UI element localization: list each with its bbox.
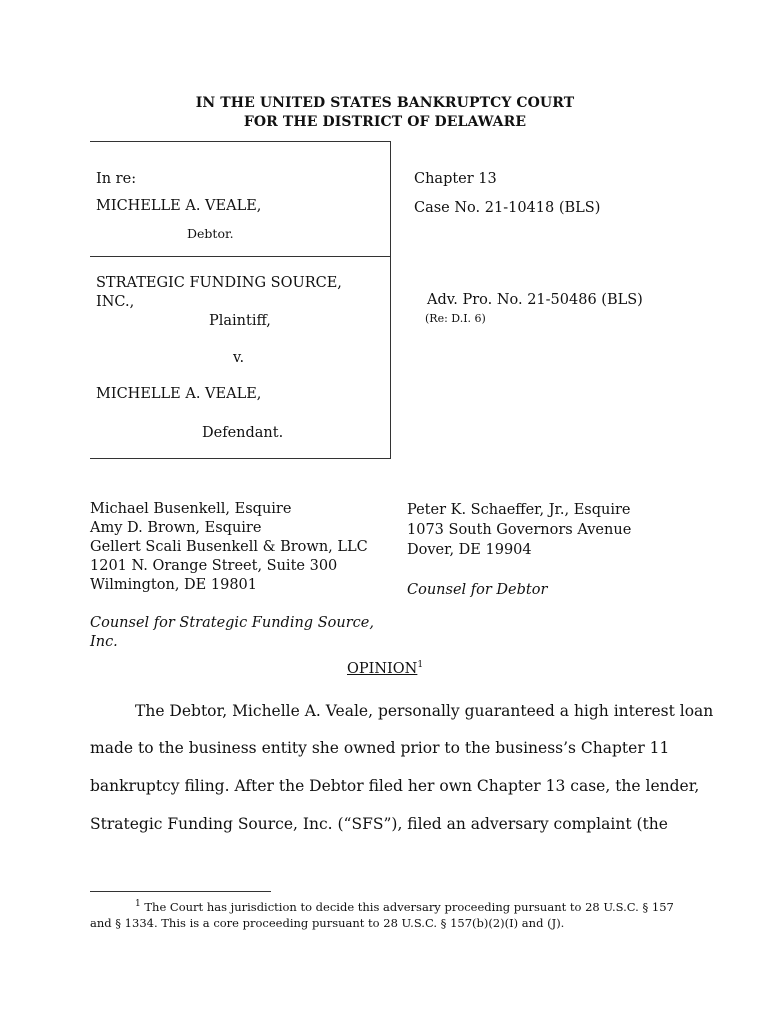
adv-pro-number: Adv. Pro. No. 21-50486 (BLS)	[427, 292, 643, 308]
chapter-label: Chapter 13	[414, 171, 497, 187]
footnote-separator	[90, 891, 271, 892]
debtor-role: Debtor.	[187, 226, 234, 241]
court-name-line1: IN THE UNITED STATES BANKRUPTCY COURT	[195, 95, 575, 111]
counsel-debtor-line: Dover, DE 19904	[407, 542, 532, 558]
opinion-heading-text: OPINION	[347, 661, 418, 677]
counsel-plaintiff-block	[90, 500, 368, 595]
docket-reference: (Re: D.I. 6)	[425, 312, 486, 325]
counsel-debtor-line: 1073 South Governors Avenue	[407, 522, 632, 538]
counsel-plaintiff-role-line1: Counsel for Strategic Funding Source,	[90, 615, 374, 631]
paragraph-line-4: Strategic Funding Source, Inc. (“SFS”), filed an adversary complaint (the	[90, 815, 668, 833]
footnote-line-1	[135, 900, 674, 914]
counsel-plaintiff-line: Michael Busenkell, Esquire	[90, 501, 292, 517]
plaintiff-role: Plaintiff,	[209, 313, 271, 329]
versus-label: v.	[233, 350, 245, 366]
paragraph-line-3: bankruptcy filing. After the Debtor filed her own Chapter 13 case, the lender,	[90, 777, 700, 795]
counsel-plaintiff-line: 1201 N. Orange Street, Suite 300	[90, 558, 338, 574]
counsel-plaintiff-role-line2: Inc.	[90, 634, 118, 650]
caption-middle-rule	[90, 256, 391, 257]
in-re-label: In re:	[96, 171, 137, 187]
counsel-plaintiff-role	[90, 614, 374, 652]
footnote-line-2: and § 1334. This is a core proceeding pursuant to 28 U.S.C. § 157(b)(2)(I) and (J).	[90, 916, 565, 930]
counsel-plaintiff-line: Amy D. Brown, Esquire	[90, 520, 262, 536]
case-number: Case No. 21-10418 (BLS)	[414, 200, 601, 216]
caption-bottom-rule	[90, 458, 391, 459]
paragraph-line-2: made to the business entity she owned prior to the business’s Chapter 11	[90, 739, 670, 757]
opinion-heading	[347, 661, 423, 677]
defendant-name: MICHELLE A. VEALE,	[96, 386, 262, 402]
counsel-debtor-role: Counsel for Debtor	[407, 582, 548, 598]
caption-top-rule	[90, 141, 391, 142]
footnote-marker: 1	[135, 899, 141, 910]
footnote-text-1: The Court has jurisdiction to decide this adversary proceeding pursuant to 28 U.S.C. § 157	[140, 900, 674, 914]
paragraph-line-1: The Debtor, Michelle A. Veale, personally guaranteed a high interest loan	[135, 702, 714, 720]
counsel-plaintiff-line: Gellert Scali Busenkell & Brown, LLC	[90, 539, 368, 555]
counsel-debtor-line: Peter K. Schaeffer, Jr., Esquire	[407, 502, 631, 518]
plaintiff-name-line2: INC.,	[96, 294, 135, 310]
counsel-debtor-block	[407, 500, 631, 560]
defendant-role: Defendant.	[202, 425, 284, 441]
counsel-plaintiff-line: Wilmington, DE 19801	[90, 577, 257, 593]
opinion-footnote-marker: 1	[417, 660, 424, 671]
court-name-line2: FOR THE DISTRICT OF DELAWARE	[243, 114, 527, 130]
debtor-name: MICHELLE A. VEALE,	[96, 198, 262, 214]
caption-vertical-rule	[390, 141, 391, 459]
plaintiff-name-line1: STRATEGIC FUNDING SOURCE,	[96, 275, 342, 291]
